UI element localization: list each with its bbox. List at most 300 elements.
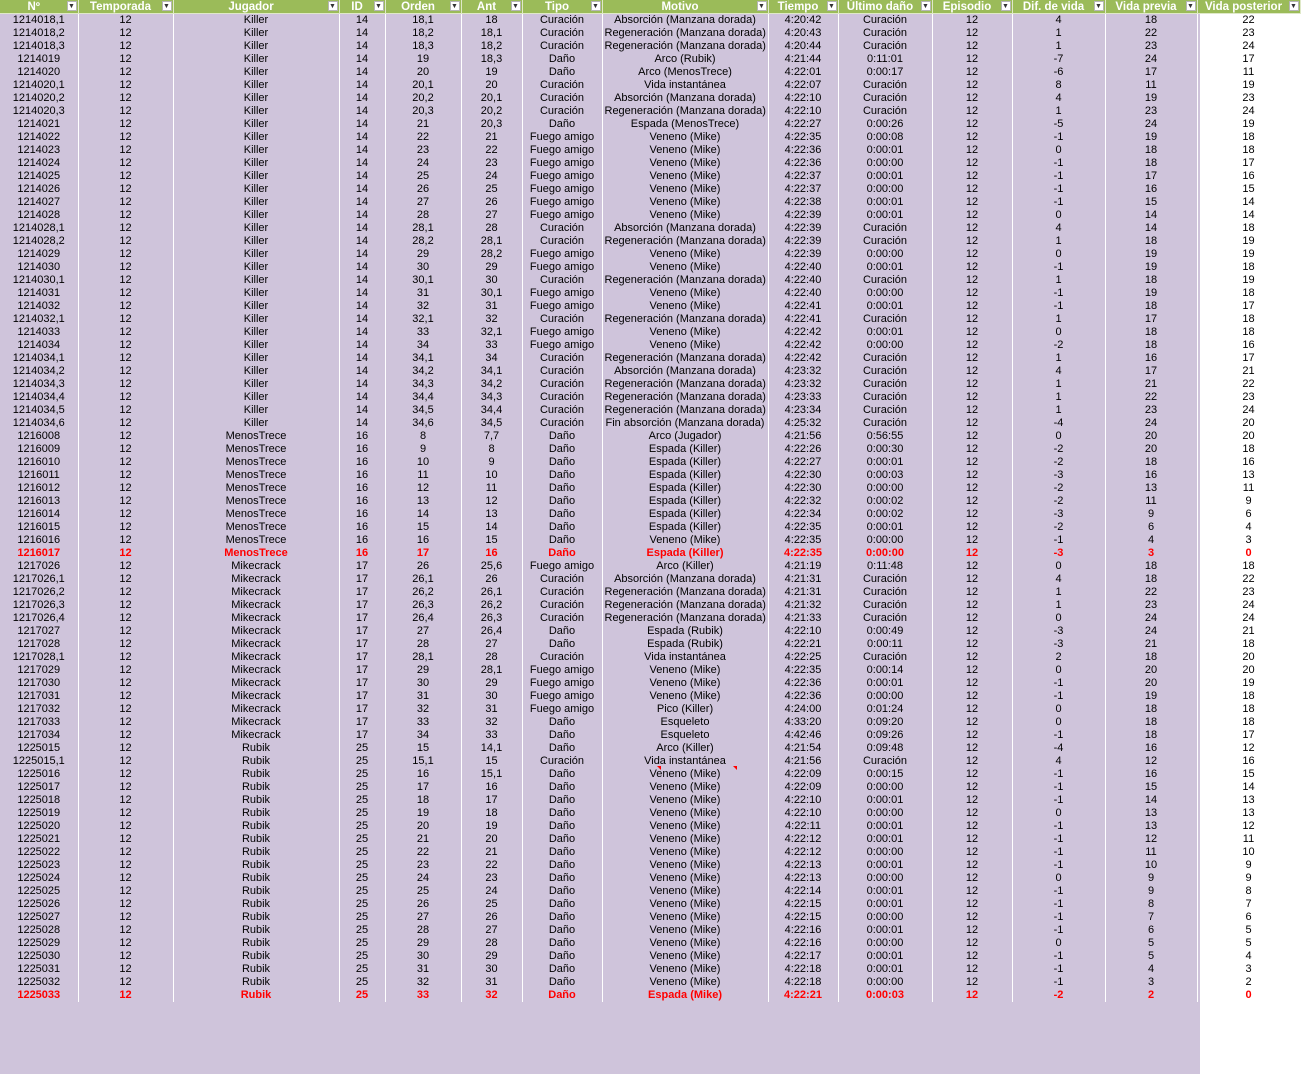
table-row[interactable] bbox=[0, 690, 1300, 703]
cell-ultimo-dano[interactable]: 0:00:01 bbox=[838, 859, 932, 872]
cell-id[interactable]: 17 bbox=[339, 573, 385, 586]
cell-jugador[interactable]: MenosTrece bbox=[173, 482, 339, 495]
table-row[interactable] bbox=[0, 651, 1300, 664]
cell-tipo[interactable]: Daño bbox=[522, 872, 602, 885]
cell-temporada[interactable]: 12 bbox=[78, 846, 173, 859]
cell-vida-posterior[interactable]: 23 bbox=[1197, 391, 1300, 404]
cell-dif-vida[interactable]: -1 bbox=[1012, 183, 1105, 196]
cell-dif-vida[interactable]: -1 bbox=[1012, 820, 1105, 833]
cell-n[interactable]: 1225028 bbox=[0, 924, 78, 937]
cell-vida-posterior[interactable]: 10 bbox=[1197, 846, 1300, 859]
cell-orden[interactable]: 22 bbox=[385, 131, 461, 144]
cell-tiempo[interactable]: 4:22:35 bbox=[768, 534, 838, 547]
cell-vida-posterior[interactable]: 11 bbox=[1197, 66, 1300, 79]
cell-ultimo-dano[interactable]: 0:00:00 bbox=[838, 183, 932, 196]
cell-motivo[interactable]: Espada (Killer) bbox=[602, 547, 768, 560]
cell-jugador[interactable]: Killer bbox=[173, 287, 339, 300]
cell-temporada[interactable]: 12 bbox=[78, 482, 173, 495]
cell-episodio[interactable]: 12 bbox=[932, 196, 1012, 209]
cell-episodio[interactable]: 12 bbox=[932, 235, 1012, 248]
cell-id[interactable]: 14 bbox=[339, 287, 385, 300]
table-row[interactable] bbox=[0, 170, 1300, 183]
cell-jugador[interactable]: Killer bbox=[173, 404, 339, 417]
cell-tiempo[interactable]: 4:22:16 bbox=[768, 924, 838, 937]
cell-vida-previa[interactable]: 11 bbox=[1105, 495, 1197, 508]
cell-vida-previa[interactable]: 21 bbox=[1105, 638, 1197, 651]
cell-tiempo[interactable]: 4:22:39 bbox=[768, 209, 838, 222]
cell-vida-posterior[interactable]: 22 bbox=[1197, 573, 1300, 586]
cell-ant[interactable]: 26,4 bbox=[461, 625, 522, 638]
cell-ultimo-dano[interactable]: 0:00:01 bbox=[838, 898, 932, 911]
cell-vida-posterior[interactable]: 18 bbox=[1197, 638, 1300, 651]
cell-ultimo-dano[interactable]: 0:00:00 bbox=[838, 482, 932, 495]
cell-vida-previa[interactable]: 24 bbox=[1105, 118, 1197, 131]
cell-n[interactable]: 1214018,2 bbox=[0, 27, 78, 40]
cell-n[interactable]: 1214022 bbox=[0, 131, 78, 144]
cell-vida-previa[interactable]: 15 bbox=[1105, 781, 1197, 794]
cell-dif-vida[interactable]: -1 bbox=[1012, 950, 1105, 963]
table-row[interactable] bbox=[0, 573, 1300, 586]
cell-jugador[interactable]: Mikecrack bbox=[173, 573, 339, 586]
cell-dif-vida[interactable]: -1 bbox=[1012, 768, 1105, 781]
cell-tipo[interactable]: Daño bbox=[522, 885, 602, 898]
cell-tipo[interactable]: Daño bbox=[522, 430, 602, 443]
cell-ant[interactable]: 27 bbox=[461, 924, 522, 937]
cell-motivo[interactable]: Esqueleto bbox=[602, 729, 768, 742]
cell-dif-vida[interactable]: -1 bbox=[1012, 677, 1105, 690]
table-row[interactable] bbox=[0, 664, 1300, 677]
cell-orden[interactable]: 27 bbox=[385, 911, 461, 924]
cell-vida-previa[interactable]: 19 bbox=[1105, 261, 1197, 274]
cell-orden[interactable]: 13 bbox=[385, 495, 461, 508]
cell-vida-posterior[interactable]: 6 bbox=[1197, 911, 1300, 924]
cell-ultimo-dano[interactable]: 0:00:03 bbox=[838, 989, 932, 1002]
table-row[interactable] bbox=[0, 27, 1300, 40]
cell-motivo[interactable]: Fin absorción (Manzana dorada) bbox=[602, 417, 768, 430]
cell-n[interactable]: 1217026,3 bbox=[0, 599, 78, 612]
cell-tiempo[interactable]: 4:22:42 bbox=[768, 339, 838, 352]
dropdown-arrow-icon[interactable]: ▼ bbox=[1187, 3, 1194, 10]
cell-jugador[interactable]: Killer bbox=[173, 79, 339, 92]
cell-dif-vida[interactable]: -1 bbox=[1012, 300, 1105, 313]
cell-id[interactable]: 25 bbox=[339, 846, 385, 859]
cell-dif-vida[interactable]: 0 bbox=[1012, 209, 1105, 222]
cell-ultimo-dano[interactable]: 0:00:17 bbox=[838, 66, 932, 79]
cell-temporada[interactable]: 12 bbox=[78, 248, 173, 261]
table-row[interactable] bbox=[0, 638, 1300, 651]
cell-motivo[interactable]: Veneno (Mike) bbox=[602, 287, 768, 300]
cell-id[interactable]: 16 bbox=[339, 482, 385, 495]
cell-episodio[interactable]: 12 bbox=[932, 885, 1012, 898]
cell-tiempo[interactable]: 4:22:12 bbox=[768, 846, 838, 859]
cell-motivo[interactable]: Veneno (Mike) bbox=[602, 300, 768, 313]
table-row[interactable] bbox=[0, 144, 1300, 157]
cell-vida-previa[interactable]: 11 bbox=[1105, 846, 1197, 859]
cell-orden[interactable]: 34 bbox=[385, 729, 461, 742]
cell-orden[interactable]: 15 bbox=[385, 521, 461, 534]
column-header-temporada[interactable]: Temporada ▼ bbox=[78, 0, 173, 14]
table-row[interactable] bbox=[0, 898, 1300, 911]
dropdown-arrow-icon[interactable]: ▼ bbox=[592, 3, 599, 10]
cell-id[interactable]: 14 bbox=[339, 352, 385, 365]
cell-n[interactable]: 1225017 bbox=[0, 781, 78, 794]
cell-ultimo-dano[interactable]: 0:00:11 bbox=[838, 638, 932, 651]
cell-vida-posterior[interactable]: 15 bbox=[1197, 183, 1300, 196]
cell-tiempo[interactable]: 4:22:39 bbox=[768, 248, 838, 261]
cell-n[interactable]: 1216011 bbox=[0, 469, 78, 482]
cell-vida-posterior[interactable]: 23 bbox=[1197, 27, 1300, 40]
cell-orden[interactable]: 11 bbox=[385, 469, 461, 482]
table-row[interactable] bbox=[0, 495, 1300, 508]
cell-id[interactable]: 17 bbox=[339, 664, 385, 677]
cell-jugador[interactable]: Killer bbox=[173, 92, 339, 105]
cell-n[interactable]: 1217028,1 bbox=[0, 651, 78, 664]
cell-id[interactable]: 25 bbox=[339, 781, 385, 794]
cell-orden[interactable]: 26 bbox=[385, 183, 461, 196]
cell-tipo[interactable]: Daño bbox=[522, 859, 602, 872]
cell-temporada[interactable]: 12 bbox=[78, 612, 173, 625]
cell-n[interactable]: 1214026 bbox=[0, 183, 78, 196]
cell-tiempo[interactable]: 4:22:10 bbox=[768, 794, 838, 807]
cell-motivo[interactable]: Veneno (Mike) bbox=[602, 846, 768, 859]
cell-id[interactable]: 25 bbox=[339, 950, 385, 963]
cell-id[interactable]: 14 bbox=[339, 391, 385, 404]
cell-motivo[interactable]: Veneno (Mike) bbox=[602, 131, 768, 144]
cell-n[interactable]: 1214028,2 bbox=[0, 235, 78, 248]
cell-episodio[interactable]: 12 bbox=[932, 300, 1012, 313]
cell-vida-posterior[interactable]: 6 bbox=[1197, 508, 1300, 521]
cell-motivo[interactable]: Veneno (Mike) bbox=[602, 820, 768, 833]
cell-episodio[interactable]: 12 bbox=[932, 560, 1012, 573]
cell-tipo[interactable]: Daño bbox=[522, 976, 602, 989]
cell-id[interactable]: 14 bbox=[339, 300, 385, 313]
cell-temporada[interactable]: 12 bbox=[78, 599, 173, 612]
cell-tiempo[interactable]: 4:22:35 bbox=[768, 521, 838, 534]
cell-dif-vida[interactable]: 4 bbox=[1012, 755, 1105, 768]
cell-motivo[interactable]: Regeneración (Manzana dorada) bbox=[602, 391, 768, 404]
cell-temporada[interactable]: 12 bbox=[78, 339, 173, 352]
cell-orden[interactable]: 16 bbox=[385, 534, 461, 547]
cell-n[interactable]: 1214020 bbox=[0, 66, 78, 79]
cell-vida-posterior[interactable]: 18 bbox=[1197, 703, 1300, 716]
cell-episodio[interactable]: 12 bbox=[932, 703, 1012, 716]
cell-orden[interactable]: 10 bbox=[385, 456, 461, 469]
cell-ant[interactable]: 14 bbox=[461, 521, 522, 534]
cell-tiempo[interactable]: 4:22:17 bbox=[768, 950, 838, 963]
cell-temporada[interactable]: 12 bbox=[78, 378, 173, 391]
cell-id[interactable]: 14 bbox=[339, 92, 385, 105]
cell-tiempo[interactable]: 4:22:39 bbox=[768, 235, 838, 248]
cell-tiempo[interactable]: 4:22:10 bbox=[768, 92, 838, 105]
cell-tipo[interactable]: Daño bbox=[522, 898, 602, 911]
cell-tipo[interactable]: Daño bbox=[522, 846, 602, 859]
cell-jugador[interactable]: Rubik bbox=[173, 872, 339, 885]
cell-dif-vida[interactable]: 1 bbox=[1012, 235, 1105, 248]
cell-ant[interactable]: 13 bbox=[461, 508, 522, 521]
cell-n[interactable]: 1214018,1 bbox=[0, 14, 78, 28]
cell-vida-posterior[interactable]: 13 bbox=[1197, 807, 1300, 820]
cell-dif-vida[interactable]: -1 bbox=[1012, 261, 1105, 274]
cell-ultimo-dano[interactable]: Curación bbox=[838, 586, 932, 599]
cell-jugador[interactable]: Killer bbox=[173, 144, 339, 157]
cell-vida-previa[interactable]: 13 bbox=[1105, 820, 1197, 833]
cell-n[interactable]: 1217030 bbox=[0, 677, 78, 690]
cell-orden[interactable]: 32 bbox=[385, 300, 461, 313]
cell-ant[interactable]: 24 bbox=[461, 170, 522, 183]
table-row[interactable] bbox=[0, 274, 1300, 287]
cell-ant[interactable]: 15 bbox=[461, 534, 522, 547]
cell-vida-posterior[interactable]: 18 bbox=[1197, 326, 1300, 339]
cell-n[interactable]: 1225032 bbox=[0, 976, 78, 989]
cell-motivo[interactable]: Veneno (Mike) bbox=[602, 196, 768, 209]
cell-tipo[interactable]: Fuego amigo bbox=[522, 703, 602, 716]
cell-temporada[interactable]: 12 bbox=[78, 196, 173, 209]
cell-motivo[interactable]: Veneno (Mike) bbox=[602, 209, 768, 222]
cell-n[interactable]: 1225020 bbox=[0, 820, 78, 833]
cell-temporada[interactable]: 12 bbox=[78, 807, 173, 820]
cell-episodio[interactable]: 12 bbox=[932, 937, 1012, 950]
cell-n[interactable]: 1216010 bbox=[0, 456, 78, 469]
cell-id[interactable]: 25 bbox=[339, 742, 385, 755]
cell-tipo[interactable]: Daño bbox=[522, 807, 602, 820]
cell-tiempo[interactable]: 4:21:32 bbox=[768, 599, 838, 612]
cell-n[interactable]: 1216008 bbox=[0, 430, 78, 443]
column-header-vida-previa[interactable]: Vida previa ▼ bbox=[1105, 0, 1197, 14]
cell-orden[interactable]: 17 bbox=[385, 781, 461, 794]
cell-episodio[interactable]: 12 bbox=[932, 456, 1012, 469]
cell-id[interactable]: 14 bbox=[339, 378, 385, 391]
table-row[interactable] bbox=[0, 339, 1300, 352]
cell-orden[interactable]: 18,3 bbox=[385, 40, 461, 53]
cell-ant[interactable]: 24 bbox=[461, 885, 522, 898]
cell-tipo[interactable]: Curación bbox=[522, 92, 602, 105]
cell-ant[interactable]: 9 bbox=[461, 456, 522, 469]
cell-jugador[interactable]: Killer bbox=[173, 53, 339, 66]
table-row[interactable] bbox=[0, 872, 1300, 885]
cell-vida-posterior[interactable]: 19 bbox=[1197, 248, 1300, 261]
cell-dif-vida[interactable]: 1 bbox=[1012, 586, 1105, 599]
cell-dif-vida[interactable]: -7 bbox=[1012, 53, 1105, 66]
cell-ant[interactable]: 30 bbox=[461, 963, 522, 976]
cell-temporada[interactable]: 12 bbox=[78, 729, 173, 742]
cell-temporada[interactable]: 12 bbox=[78, 638, 173, 651]
cell-vida-previa[interactable]: 12 bbox=[1105, 755, 1197, 768]
cell-jugador[interactable]: Mikecrack bbox=[173, 612, 339, 625]
cell-ultimo-dano[interactable]: 0:09:26 bbox=[838, 729, 932, 742]
cell-tipo[interactable]: Curación bbox=[522, 40, 602, 53]
cell-temporada[interactable]: 12 bbox=[78, 352, 173, 365]
cell-ultimo-dano[interactable]: 0:00:26 bbox=[838, 118, 932, 131]
cell-episodio[interactable]: 12 bbox=[932, 859, 1012, 872]
cell-n[interactable]: 1216013 bbox=[0, 495, 78, 508]
cell-vida-previa[interactable]: 18 bbox=[1105, 144, 1197, 157]
cell-jugador[interactable]: Rubik bbox=[173, 794, 339, 807]
table-row[interactable] bbox=[0, 196, 1300, 209]
cell-dif-vida[interactable]: -6 bbox=[1012, 66, 1105, 79]
cell-temporada[interactable]: 12 bbox=[78, 222, 173, 235]
cell-episodio[interactable]: 12 bbox=[932, 66, 1012, 79]
cell-id[interactable]: 25 bbox=[339, 898, 385, 911]
cell-n[interactable]: 1225015,1 bbox=[0, 755, 78, 768]
cell-episodio[interactable]: 12 bbox=[932, 963, 1012, 976]
cell-tipo[interactable]: Daño bbox=[522, 768, 602, 781]
cell-vida-previa[interactable]: 21 bbox=[1105, 378, 1197, 391]
cell-motivo[interactable]: Espada (Killer) bbox=[602, 469, 768, 482]
cell-tipo[interactable]: Fuego amigo bbox=[522, 287, 602, 300]
cell-vida-posterior[interactable]: 24 bbox=[1197, 612, 1300, 625]
cell-ultimo-dano[interactable]: Curación bbox=[838, 235, 932, 248]
cell-vida-posterior[interactable]: 16 bbox=[1197, 755, 1300, 768]
cell-vida-posterior[interactable]: 4 bbox=[1197, 521, 1300, 534]
cell-ultimo-dano[interactable]: 0:00:02 bbox=[838, 508, 932, 521]
cell-dif-vida[interactable]: 0 bbox=[1012, 560, 1105, 573]
cell-vida-posterior[interactable]: 17 bbox=[1197, 300, 1300, 313]
cell-ultimo-dano[interactable]: Curación bbox=[838, 391, 932, 404]
cell-tipo[interactable]: Daño bbox=[522, 625, 602, 638]
cell-n[interactable]: 1214034,2 bbox=[0, 365, 78, 378]
cell-id[interactable]: 17 bbox=[339, 612, 385, 625]
cell-dif-vida[interactable]: -1 bbox=[1012, 287, 1105, 300]
cell-motivo[interactable]: Vida instantánea bbox=[602, 651, 768, 664]
cell-episodio[interactable]: 12 bbox=[932, 222, 1012, 235]
cell-id[interactable]: 14 bbox=[339, 157, 385, 170]
cell-jugador[interactable]: Mikecrack bbox=[173, 677, 339, 690]
cell-tipo[interactable]: Fuego amigo bbox=[522, 131, 602, 144]
cell-tipo[interactable]: Curación bbox=[522, 235, 602, 248]
cell-ultimo-dano[interactable]: 0:09:20 bbox=[838, 716, 932, 729]
cell-ultimo-dano[interactable]: Curación bbox=[838, 404, 932, 417]
cell-jugador[interactable]: Rubik bbox=[173, 820, 339, 833]
cell-n[interactable]: 1216012 bbox=[0, 482, 78, 495]
cell-episodio[interactable]: 12 bbox=[932, 92, 1012, 105]
cell-dif-vida[interactable]: 4 bbox=[1012, 365, 1105, 378]
cell-tiempo[interactable]: 4:22:14 bbox=[768, 885, 838, 898]
cell-dif-vida[interactable]: -2 bbox=[1012, 989, 1105, 1002]
cell-orden[interactable]: 20 bbox=[385, 820, 461, 833]
column-header-jugador[interactable]: Jugador ▼ bbox=[173, 0, 339, 14]
cell-orden[interactable]: 28,2 bbox=[385, 235, 461, 248]
cell-episodio[interactable]: 12 bbox=[932, 742, 1012, 755]
cell-ant[interactable]: 14,1 bbox=[461, 742, 522, 755]
cell-jugador[interactable]: Mikecrack bbox=[173, 716, 339, 729]
cell-ant[interactable]: 7,7 bbox=[461, 430, 522, 443]
cell-vida-posterior[interactable]: 4 bbox=[1197, 950, 1300, 963]
cell-motivo[interactable]: Regeneración (Manzana dorada) bbox=[602, 235, 768, 248]
cell-n[interactable]: 1214018,3 bbox=[0, 40, 78, 53]
cell-tipo[interactable]: Fuego amigo bbox=[522, 300, 602, 313]
cell-motivo[interactable]: Regeneración (Manzana dorada) bbox=[602, 586, 768, 599]
table-row[interactable] bbox=[0, 859, 1300, 872]
cell-id[interactable]: 16 bbox=[339, 508, 385, 521]
cell-dif-vida[interactable]: -2 bbox=[1012, 443, 1105, 456]
cell-n[interactable]: 1225025 bbox=[0, 885, 78, 898]
cell-motivo[interactable]: Vida instantánea bbox=[602, 79, 768, 92]
cell-orden[interactable]: 27 bbox=[385, 196, 461, 209]
cell-id[interactable]: 14 bbox=[339, 313, 385, 326]
cell-vida-posterior[interactable]: 18 bbox=[1197, 560, 1300, 573]
cell-tipo[interactable]: Daño bbox=[522, 937, 602, 950]
cell-ant[interactable]: 28,2 bbox=[461, 248, 522, 261]
table-row[interactable] bbox=[0, 365, 1300, 378]
cell-tiempo[interactable]: 4:22:36 bbox=[768, 157, 838, 170]
cell-ant[interactable]: 26,1 bbox=[461, 586, 522, 599]
cell-ant[interactable]: 29 bbox=[461, 950, 522, 963]
cell-vida-previa[interactable]: 19 bbox=[1105, 131, 1197, 144]
table-row[interactable] bbox=[0, 417, 1300, 430]
cell-episodio[interactable]: 12 bbox=[932, 586, 1012, 599]
cell-tiempo[interactable]: 4:22:42 bbox=[768, 326, 838, 339]
table-row[interactable] bbox=[0, 352, 1300, 365]
cell-vida-posterior[interactable]: 14 bbox=[1197, 781, 1300, 794]
cell-temporada[interactable]: 12 bbox=[78, 326, 173, 339]
cell-orden[interactable]: 24 bbox=[385, 157, 461, 170]
cell-orden[interactable]: 18 bbox=[385, 794, 461, 807]
cell-orden[interactable]: 31 bbox=[385, 690, 461, 703]
cell-n[interactable]: 1217026,1 bbox=[0, 573, 78, 586]
cell-dif-vida[interactable]: -1 bbox=[1012, 170, 1105, 183]
cell-ant[interactable]: 30 bbox=[461, 690, 522, 703]
cell-vida-previa[interactable]: 18 bbox=[1105, 235, 1197, 248]
cell-tiempo[interactable]: 4:22:30 bbox=[768, 469, 838, 482]
cell-vida-previa[interactable]: 20 bbox=[1105, 664, 1197, 677]
cell-episodio[interactable]: 12 bbox=[932, 755, 1012, 768]
cell-ultimo-dano[interactable]: Curación bbox=[838, 40, 932, 53]
cell-temporada[interactable]: 12 bbox=[78, 625, 173, 638]
cell-temporada[interactable]: 12 bbox=[78, 534, 173, 547]
cell-episodio[interactable]: 12 bbox=[932, 989, 1012, 1002]
cell-ultimo-dano[interactable]: 0:00:49 bbox=[838, 625, 932, 638]
cell-ultimo-dano[interactable]: Curación bbox=[838, 27, 932, 40]
cell-tiempo[interactable]: 4:22:13 bbox=[768, 872, 838, 885]
cell-episodio[interactable]: 12 bbox=[932, 677, 1012, 690]
cell-id[interactable]: 25 bbox=[339, 768, 385, 781]
cell-temporada[interactable]: 12 bbox=[78, 911, 173, 924]
cell-episodio[interactable]: 12 bbox=[932, 781, 1012, 794]
cell-tiempo[interactable]: 4:21:19 bbox=[768, 560, 838, 573]
cell-n[interactable]: 1214034,6 bbox=[0, 417, 78, 430]
cell-n[interactable]: 1217032 bbox=[0, 703, 78, 716]
cell-vida-previa[interactable]: 18 bbox=[1105, 651, 1197, 664]
cell-dif-vida[interactable]: -2 bbox=[1012, 521, 1105, 534]
cell-orden[interactable]: 31 bbox=[385, 963, 461, 976]
cell-temporada[interactable]: 12 bbox=[78, 79, 173, 92]
cell-dif-vida[interactable]: -1 bbox=[1012, 794, 1105, 807]
cell-tiempo[interactable]: 4:22:21 bbox=[768, 989, 838, 1002]
cell-jugador[interactable]: Killer bbox=[173, 378, 339, 391]
cell-ultimo-dano[interactable]: 0:00:03 bbox=[838, 469, 932, 482]
cell-vida-previa[interactable]: 17 bbox=[1105, 170, 1197, 183]
cell-ultimo-dano[interactable]: 0:00:01 bbox=[838, 833, 932, 846]
cell-orden[interactable]: 24 bbox=[385, 872, 461, 885]
cell-vida-previa[interactable]: 5 bbox=[1105, 950, 1197, 963]
cell-tipo[interactable]: Daño bbox=[522, 911, 602, 924]
cell-tipo[interactable]: Curación bbox=[522, 573, 602, 586]
table-row[interactable] bbox=[0, 625, 1300, 638]
cell-jugador[interactable]: Killer bbox=[173, 183, 339, 196]
cell-vida-posterior[interactable]: 16 bbox=[1197, 339, 1300, 352]
cell-vida-posterior[interactable]: 16 bbox=[1197, 170, 1300, 183]
cell-motivo[interactable]: Veneno (Mike) bbox=[602, 664, 768, 677]
cell-ultimo-dano[interactable]: 0:00:01 bbox=[838, 924, 932, 937]
cell-temporada[interactable]: 12 bbox=[78, 105, 173, 118]
cell-tiempo[interactable]: 4:23:32 bbox=[768, 378, 838, 391]
cell-id[interactable]: 16 bbox=[339, 469, 385, 482]
cell-vida-previa[interactable]: 24 bbox=[1105, 612, 1197, 625]
table-row[interactable] bbox=[0, 768, 1300, 781]
table-row[interactable] bbox=[0, 105, 1300, 118]
cell-tipo[interactable]: Daño bbox=[522, 820, 602, 833]
column-header-id[interactable]: ID ▼ bbox=[339, 0, 385, 14]
